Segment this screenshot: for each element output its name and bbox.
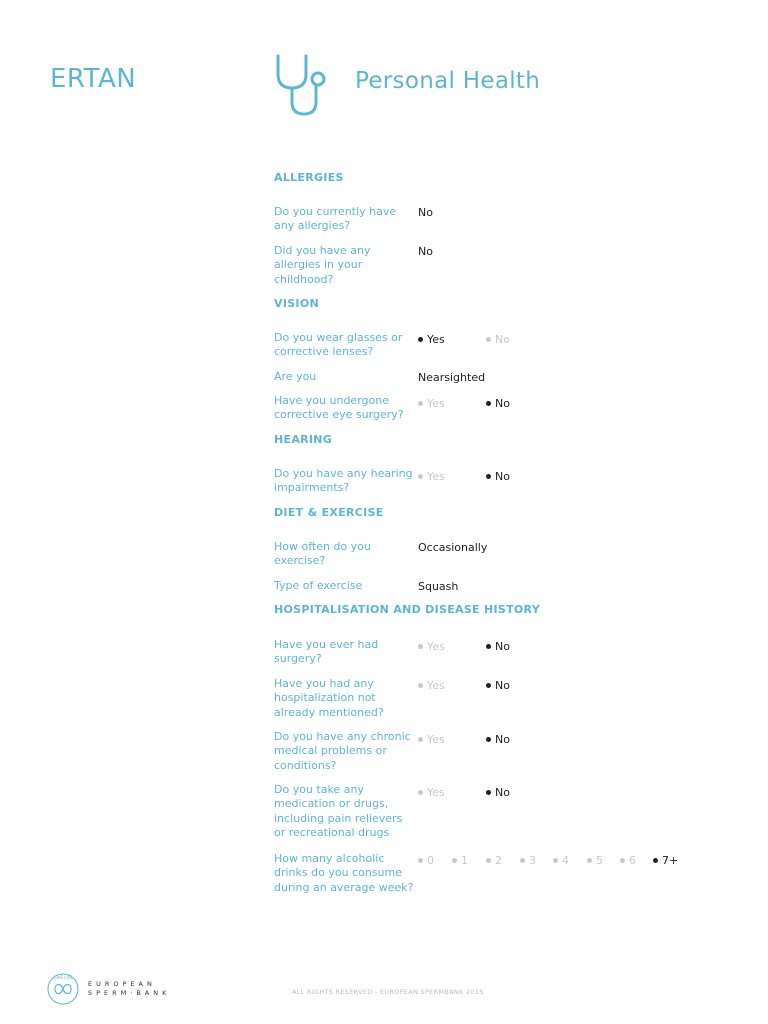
selected-dot-icon bbox=[486, 474, 491, 479]
unselected-dot-icon bbox=[418, 474, 423, 479]
unselected-dot-icon bbox=[418, 401, 423, 406]
option-medication-yes: Yes bbox=[418, 786, 445, 799]
section-heading-diet: DIET & EXERCISE bbox=[274, 506, 384, 519]
logo-ring-text: GIVE LIFE bbox=[53, 975, 73, 980]
option-drinks-0: 0 bbox=[418, 854, 434, 867]
stethoscope-icon bbox=[272, 52, 332, 118]
unselected-dot-icon bbox=[520, 858, 525, 863]
section-heading-allergies: ALLERGIES bbox=[274, 171, 344, 184]
question-surgery: Have you ever had surgery? bbox=[274, 638, 379, 666]
logo-wordmark bbox=[88, 980, 170, 998]
unselected-dot-icon bbox=[418, 790, 423, 795]
logo-line-1: EUROPEAN bbox=[88, 980, 156, 988]
answer-childhood-allergies: No bbox=[418, 245, 433, 258]
option-drinks-6: 6 bbox=[620, 854, 636, 867]
selected-dot-icon bbox=[653, 858, 658, 863]
question-current-allergies: Do you currently have any allergies? bbox=[274, 205, 397, 233]
unselected-dot-icon bbox=[418, 737, 423, 742]
option-drinks-2: 2 bbox=[486, 854, 502, 867]
answer-exercise-type: Squash bbox=[418, 580, 459, 593]
question-alcohol: How many alcoholic drinks do you consume during an average week? bbox=[274, 852, 414, 894]
answer-current-allergies: No bbox=[418, 206, 433, 219]
unselected-dot-icon bbox=[452, 858, 457, 863]
selected-dot-icon bbox=[486, 790, 491, 795]
copyright-text: ALL RIGHTS RESERVED - EUROPEAN SPERMBANK 2015 bbox=[292, 988, 484, 996]
option-eye-surgery-no: No bbox=[486, 397, 510, 410]
option-surgery-yes: Yes bbox=[418, 640, 445, 653]
unselected-dot-icon bbox=[418, 683, 423, 688]
logo-line-2: SPERM·BANK bbox=[88, 989, 171, 997]
option-glasses-yes: Yes bbox=[418, 333, 445, 346]
give-life-logo-icon bbox=[46, 972, 80, 1006]
question-childhood-allergies: Did you have any allergies in your childhood? bbox=[274, 244, 371, 286]
unselected-dot-icon bbox=[553, 858, 558, 863]
option-glasses-no: No bbox=[486, 333, 510, 346]
question-hearing: Do you have any hearing impairments? bbox=[274, 467, 413, 495]
question-chronic-conditions: Do you have any chronic medical problems or conditions? bbox=[274, 730, 411, 772]
option-drinks-1: 1 bbox=[452, 854, 468, 867]
option-hearing-no: No bbox=[486, 470, 510, 483]
selected-dot-icon bbox=[486, 401, 491, 406]
question-glasses: Do you wear glasses or corrective lenses? bbox=[274, 331, 403, 359]
unselected-dot-icon bbox=[418, 644, 423, 649]
option-hearing-yes: Yes bbox=[418, 470, 445, 483]
question-exercise-frequency: How often do you exercise? bbox=[274, 540, 371, 568]
unselected-dot-icon bbox=[620, 858, 625, 863]
question-hospitalization: Have you had any hospitalization not already mentioned? bbox=[274, 677, 384, 719]
option-chronic-no: No bbox=[486, 733, 510, 746]
option-drinks-3: 3 bbox=[520, 854, 536, 867]
question-exercise-type: Type of exercise bbox=[274, 579, 363, 592]
unselected-dot-icon bbox=[418, 858, 423, 863]
donor-name: ERTAN bbox=[50, 64, 137, 94]
option-drinks-4: 4 bbox=[553, 854, 569, 867]
option-eye-surgery-yes: Yes bbox=[418, 397, 445, 410]
option-hospitalization-no: No bbox=[486, 679, 510, 692]
option-chronic-yes: Yes bbox=[418, 733, 445, 746]
question-are-you: Are you bbox=[274, 370, 317, 383]
unselected-dot-icon bbox=[587, 858, 592, 863]
answer-exercise-frequency: Occasionally bbox=[418, 541, 488, 554]
option-drinks-5: 5 bbox=[587, 854, 603, 867]
question-eye-surgery: Have you undergone corrective eye surgery? bbox=[274, 394, 404, 422]
option-medication-no: No bbox=[486, 786, 510, 799]
page-title: Personal Health bbox=[355, 68, 541, 94]
selected-dot-icon bbox=[418, 337, 423, 342]
section-heading-vision: VISION bbox=[274, 297, 319, 310]
option-hospitalization-yes: Yes bbox=[418, 679, 445, 692]
option-drinks-7plus: 7+ bbox=[653, 854, 678, 867]
selected-dot-icon bbox=[486, 644, 491, 649]
option-surgery-no: No bbox=[486, 640, 510, 653]
unselected-dot-icon bbox=[486, 858, 491, 863]
selected-dot-icon bbox=[486, 737, 491, 742]
question-medication: Do you take any medication or drugs, including pain relievers or recreational drugs bbox=[274, 783, 403, 839]
unselected-dot-icon bbox=[486, 337, 491, 342]
section-heading-hospitalisation: HOSPITALISATION AND DISEASE HISTORY bbox=[274, 603, 540, 616]
section-heading-hearing: HEARING bbox=[274, 433, 333, 446]
selected-dot-icon bbox=[486, 683, 491, 688]
answer-are-you: Nearsighted bbox=[418, 371, 486, 384]
